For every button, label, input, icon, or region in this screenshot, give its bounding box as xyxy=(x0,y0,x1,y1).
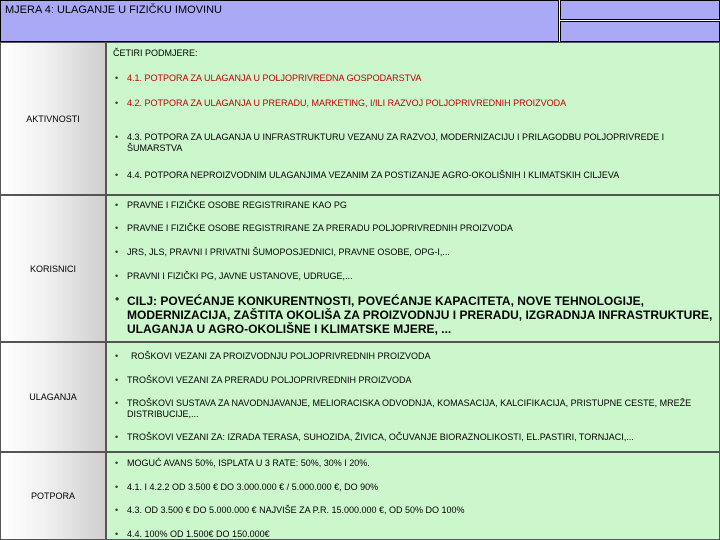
korisnici-label-cell xyxy=(0,195,106,342)
potpora-label-cell xyxy=(0,452,106,540)
ulaganja-content: • ROŠKOVI VEZANI ZA PROIZVODNJU POLJOPRIVREDNIH PROIZVODA • TROŠKOVI VEZANI ZA PRERADU POLJOPRIVREDNIH PROIZVODA • TROŠKOVI SUSTAVA ZA NAVODNJAVANJE, MELIORACISKA ODVODNJA, KOMASACIJA, KALCIFIKACIJA, PRISTUPNE CESTE, MREŽE DISTRIBUCIJE,... • TROŠKOVI VEZANI ZA: IZRADA TERASA, SUHOZIDA, ŽIVICA, OČUVANJE BIORAZNOLIKOSTI, EL.PASTIRI, TORNJACI,... xyxy=(106,342,720,452)
bullet-icon: • xyxy=(115,505,119,515)
bullet-icon: • xyxy=(115,223,119,233)
header-cell-bottom-right xyxy=(560,21,720,42)
bullet-icon: • xyxy=(115,271,119,281)
aktivnosti-label-cell xyxy=(0,42,106,195)
bullet-icon: • xyxy=(115,375,119,385)
ulaganja-label-cell xyxy=(0,342,106,452)
bullet-icon: • xyxy=(115,170,119,180)
potpora-content: • MOGUĆ AVANS 50%, ISPLATA U 3 RATE: 50%, 30% I 20%. • 4.1. I 4.2.2 OD 3.500 € DO 3.000.000 € / 5.000.000 €, DO 90% • 4.3. OD 3.500 € DO 5.000.000 € NAJVIŠE ZA P.R. 15.000.000 €, OD 50% DO 100% • 4.4. 100% OD 1.500€ DO 150.000€ xyxy=(106,452,720,540)
bullet-icon: • xyxy=(115,200,119,210)
bullet-icon: • xyxy=(115,458,119,468)
bullet-icon: • xyxy=(115,398,119,408)
page-title: MJERA 4: ULAGANJE U FIZIČKU IMOVINU xyxy=(0,0,559,42)
header-cell-top-right xyxy=(560,0,720,20)
bullet-icon: • xyxy=(115,73,119,83)
bullet-icon: • xyxy=(115,529,119,539)
bullet-icon: • xyxy=(115,132,119,142)
header-row xyxy=(0,0,720,42)
korisnici-content: • PRAVNE I FIZIČKE OSOBE REGISTRIRANE KAO PG • PRAVNE I FIZIČKE OSOBE REGISTRIRANE ZA PRERADU POLJOPRIVREDNIH PROIZVODA • JRS, JLS, PRAVNI I PRIVATNI ŠUMOPOSJEDNICI, PRAVNE OSOBE, OPG-I,... • PRAVNI I FIZIČKI PG, JAVNE USTANOVE, UDRUGE,... • CILJ: POVEĆANJE KONKURENTNOSTI, POVEĆANJE KAPACITETA, NOVE TEHNOLOGIJE, MODERNIZACIJA, ZAŠTITA OKOLIŠA ZA PROIZVODNJU I PRERADU, IZGRADNJA INFRASTRUKTURE, ULAGANJA U AGRO-OKOLIŠNE I KLIMATSKE MJERE, ... xyxy=(106,195,720,342)
bullet-icon: • xyxy=(115,351,119,361)
korisnici-label: KORISNICI xyxy=(29,263,76,274)
aktivnosti-content: ČETIRI PODMJERE: • 4.1. POTPORA ZA ULAGANJA U POLJOPRIVREDNA GOSPODARSTVA • 4.2. POTPORA ZA ULAGANJA U PRERADU, MARKETING, I/ILI RAZVOJ POLJOPRIVREDNIH PROIZVODA • 4.3. POTPORA ZA ULAGANJA U INFRASTRUKTURU VEZANU ZA RAZVOJ, MODERNIZACIJU I PRILAGODBU POLJOPRIVREDE I ŠUMARSTVA • 4.4. POTPORA NEPROIZVODNIM ULAGANJIMA VEZANIM ZA POSTIZANJE AGRO-OKOLIŠNIH I KLIMATSKIH CILJEVA xyxy=(106,42,720,195)
bullet-icon: • xyxy=(115,247,119,257)
potpora-label: POTPORA xyxy=(30,491,75,501)
bullet-icon: • xyxy=(115,432,119,442)
bullet-icon: • xyxy=(115,98,119,108)
bullet-icon: • xyxy=(115,482,119,492)
aktivnosti-label: AKTIVNOSTI xyxy=(26,113,80,124)
aktivnosti-intro: ČETIRI PODMJERE: xyxy=(113,48,198,58)
ulaganja-label: ULAGANJA xyxy=(29,392,77,402)
bullet-icon: • xyxy=(115,292,120,306)
